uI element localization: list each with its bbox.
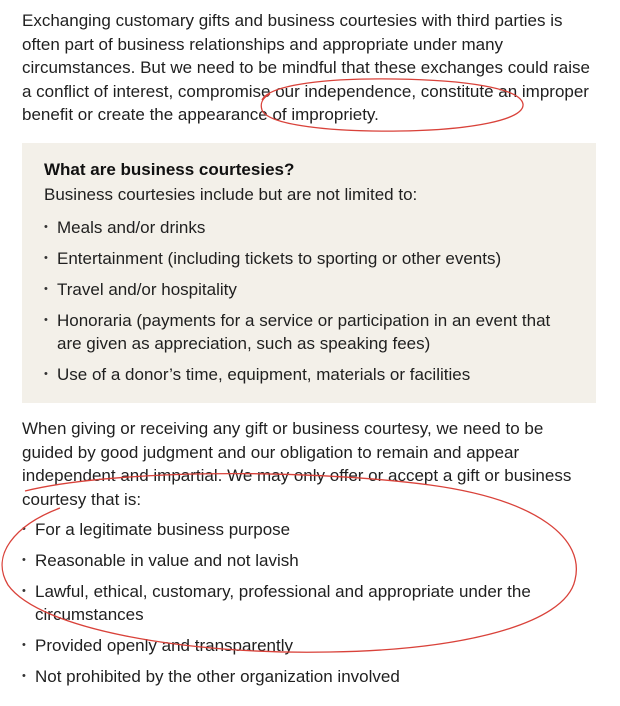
list-item: • Lawful, ethical, customary, professional and appropriate under the circumstances	[22, 580, 582, 626]
criteria-list	[22, 518, 582, 696]
list-item: • Meals and/or drinks	[44, 216, 564, 239]
list-item: • Reasonable in value and not lavish	[22, 549, 582, 572]
box-heading: What are business courtesies?	[44, 160, 295, 179]
intro-paragraph: Exchanging customary gifts and business courtesies with third parties is often part of business relationships and appropriate under many circumstances. But we need to be mindful that these exchanges could raise a conflict of interest, compromise our independence, constitute an improper benefit or create the appearance of impropriety.	[22, 11, 590, 124]
list-item: • Provided openly and transparently	[22, 634, 582, 657]
guidance-paragraph: When giving or receiving any gift or business courtesy, we need to be guided by good judgment and our obligation to remain and appear independent and impartial. We may only offer or accept a gift or business courtesy that is:	[22, 419, 572, 509]
list-item: • Not prohibited by the other organization involved	[22, 665, 582, 688]
list-item: • For a legitimate business purpose	[22, 518, 582, 541]
list-item: • Honoraria (payments for a service or participation in an event that are given as appreciation, such as speaking fees)	[44, 309, 564, 355]
box-intro-text: Business courtesies include but are not limited to:	[44, 185, 418, 204]
list-item: • Entertainment (including tickets to sporting or other events)	[44, 247, 564, 270]
courtesies-list	[44, 216, 564, 394]
list-item: • Use of a donor’s time, equipment, materials or facilities	[44, 363, 564, 386]
business-courtesies-box	[22, 143, 596, 403]
list-item: • Travel and/or hospitality	[44, 278, 564, 301]
